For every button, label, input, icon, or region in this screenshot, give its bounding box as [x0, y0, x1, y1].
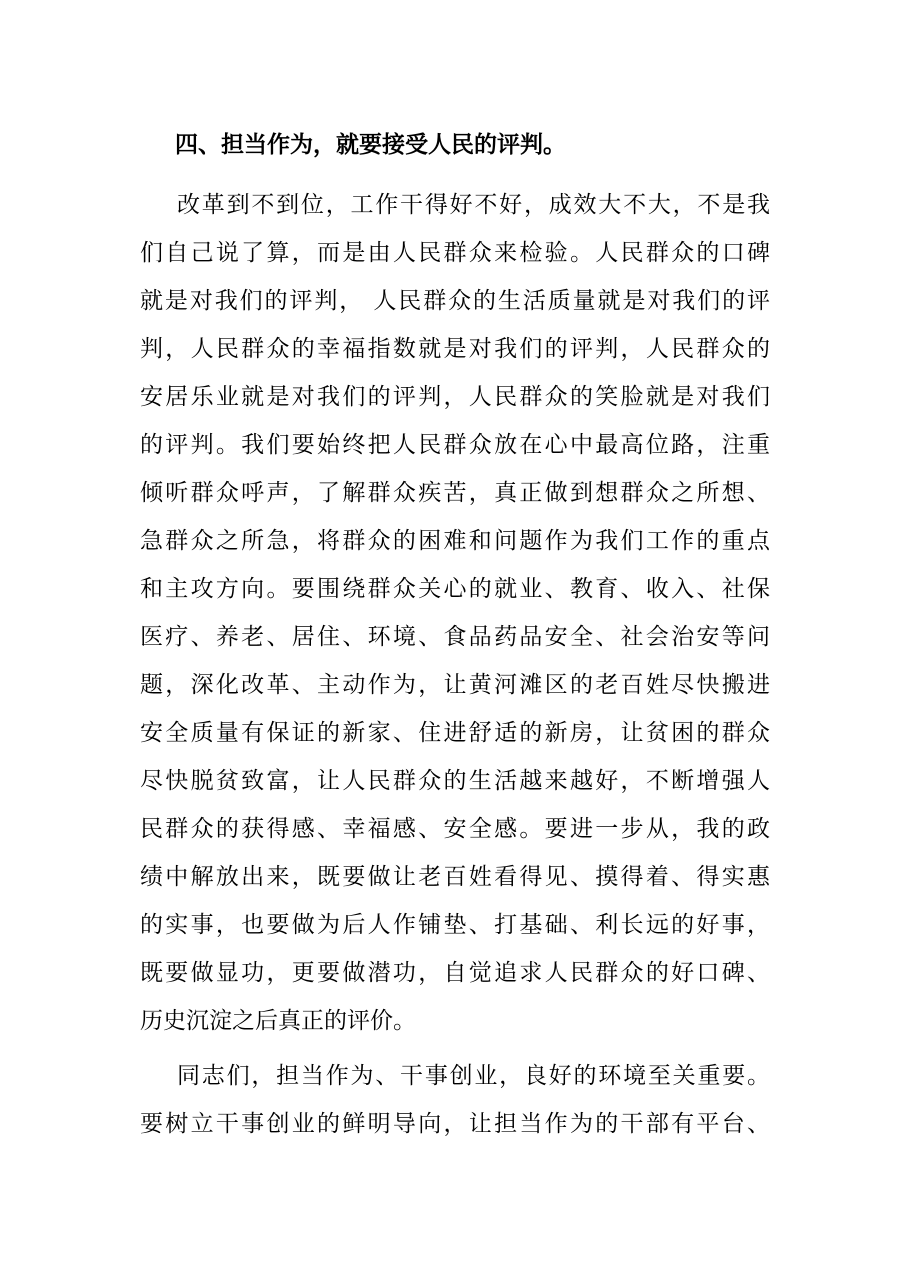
paragraph-line: 的评判。我们要始终把人民群众放在心中最高位路，注重 [140, 432, 770, 458]
paragraph-line: 民群众的获得感、幸福感、安全感。要进一步从，我的政 [140, 816, 770, 842]
paragraph-line: 医疗、养老、居住、环境、食品药品安全、社会治安等问 [140, 624, 770, 650]
paragraph-line: 安居乐业就是对我们的评判，人民群众的笑脸就是对我们 [140, 384, 770, 410]
paragraph-line: 和主攻方向。要围绕群众关心的就业、教育、收入、社保 [140, 576, 770, 602]
paragraph-line: 改革到不到位，工作干得好不好，成效大不大，不是我 [177, 192, 770, 218]
paragraph-line: 同志们，担当作为、干事创业，良好的环境至关重要。 [177, 1063, 770, 1089]
paragraph-line: 们自己说了算，而是由人民群众来检验。人民群众的口碑 [140, 240, 770, 266]
section-heading: 四、担当作为，就要接受人民的评判。 [175, 132, 566, 158]
paragraph-line: 的实事，也要做为后人作铺垫、打基础、利长远的好事， [140, 912, 770, 938]
paragraph-line: 安全质量有保证的新家、住进舒适的新房，让贫困的群众 [140, 720, 770, 746]
paragraph-line: 尽快脱贫致富，让人民群众的生活越来越好，不断增强人 [140, 768, 770, 794]
paragraph-line: 题，深化改革、主动作为，让黄河滩区的老百姓尽快搬进 [140, 672, 770, 698]
paragraph-line: 急群众之所急，将群众的困难和问题作为我们工作的重点 [140, 528, 770, 554]
paragraph-line: 倾听群众呼声，了解群众疾苦，真正做到想群众之所想、 [140, 480, 770, 506]
paragraph-line: 历史沉淀之后真正的评价。 [140, 1008, 416, 1034]
paragraph-line: 绩中解放出来，既要做让老百姓看得见、摸得着、得实惠 [140, 864, 770, 890]
paragraph-line: 就是对我们的评判， 人民群众的生活质量就是对我们的评 [140, 288, 770, 314]
paragraph-line: 判，人民群众的幸福指数就是对我们的评判，人民群众的 [140, 336, 770, 362]
paragraph-line: 要树立干事创业的鲜明导向，让担当作为的干部有平台、 [140, 1111, 770, 1137]
paragraph-line: 既要做显功，更要做潜功，自觉追求人民群众的好口碑、 [140, 960, 770, 986]
